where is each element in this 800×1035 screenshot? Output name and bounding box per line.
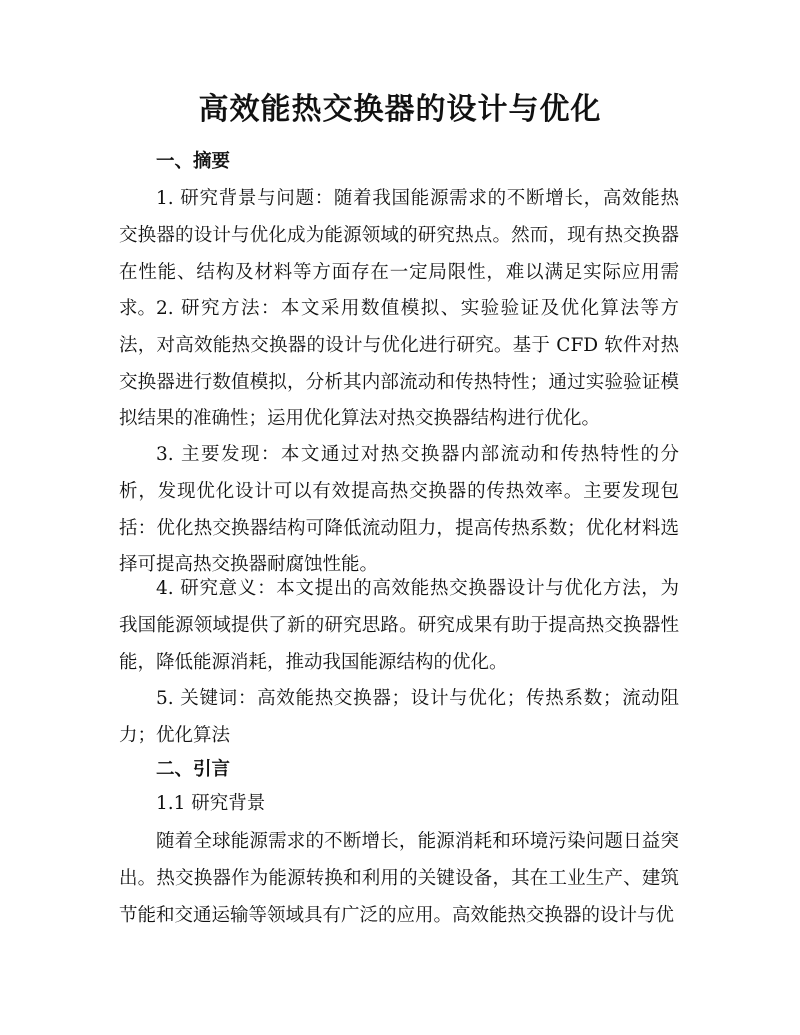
abstract-item-4: 4. 研究意义：本文提出的高效能热交换器设计与优化方法，为我国能源领域提供了新的研究思路。研究成果有助于提高热交换器性能，降低能源消耗，推动我国能源结构的优化。	[119, 578, 679, 673]
intro-heading: 二、引言	[156, 759, 231, 780]
abstract-item-1: 1. 研究背景与问题：随着我国能源需求的不断增长，高效能热交换器的设计与优化成为能源领域的研究热点。然而，现有热交换器在性能、结构及材料等方面存在一定局限性，难以满足实际应用需求。	[119, 188, 679, 320]
intro-sub-heading: 1.1 研究背景	[156, 793, 266, 814]
abstract-item-2: 2. 研究方法：本文采用数值模拟、实验验证及优化算法等方法，对高效能热交换器的设计与优化进行研究。基于 CFD 软件对热交换器进行数值模拟，分析其内部流动和传热特性；通过实验验证模拟结果的准确性；运用优化算法对热交换器结构进行优化。	[119, 298, 679, 430]
intro-paragraph: 随着全球能源需求的不断增长，能源消耗和环境污染问题日益突出。热交换器作为能源转换和利用的关键设备，其在工业生产、建筑节能和交通运输等领域具有广泛的应用。高效能热交换器的设计与优	[119, 831, 679, 926]
abstract-item-3: 3. 主要发现：本文通过对热交换器内部流动和传热特性的分析，发现优化设计可以有效提高热交换器的传热效率。主要发现包括：优化热交换器结构可降低流动阻力，提高传热系数；优化材料选择可提高热交换器耐腐蚀性能。	[119, 444, 679, 576]
abstract-item-5: 5. 关键词：高效能热交换器；设计与优化；传热系数；流动阻力；优化算法	[119, 688, 679, 746]
document-title: 高效能热交换器的设计与优化	[198, 92, 602, 127]
abstract-heading: 一、摘要	[156, 151, 231, 172]
